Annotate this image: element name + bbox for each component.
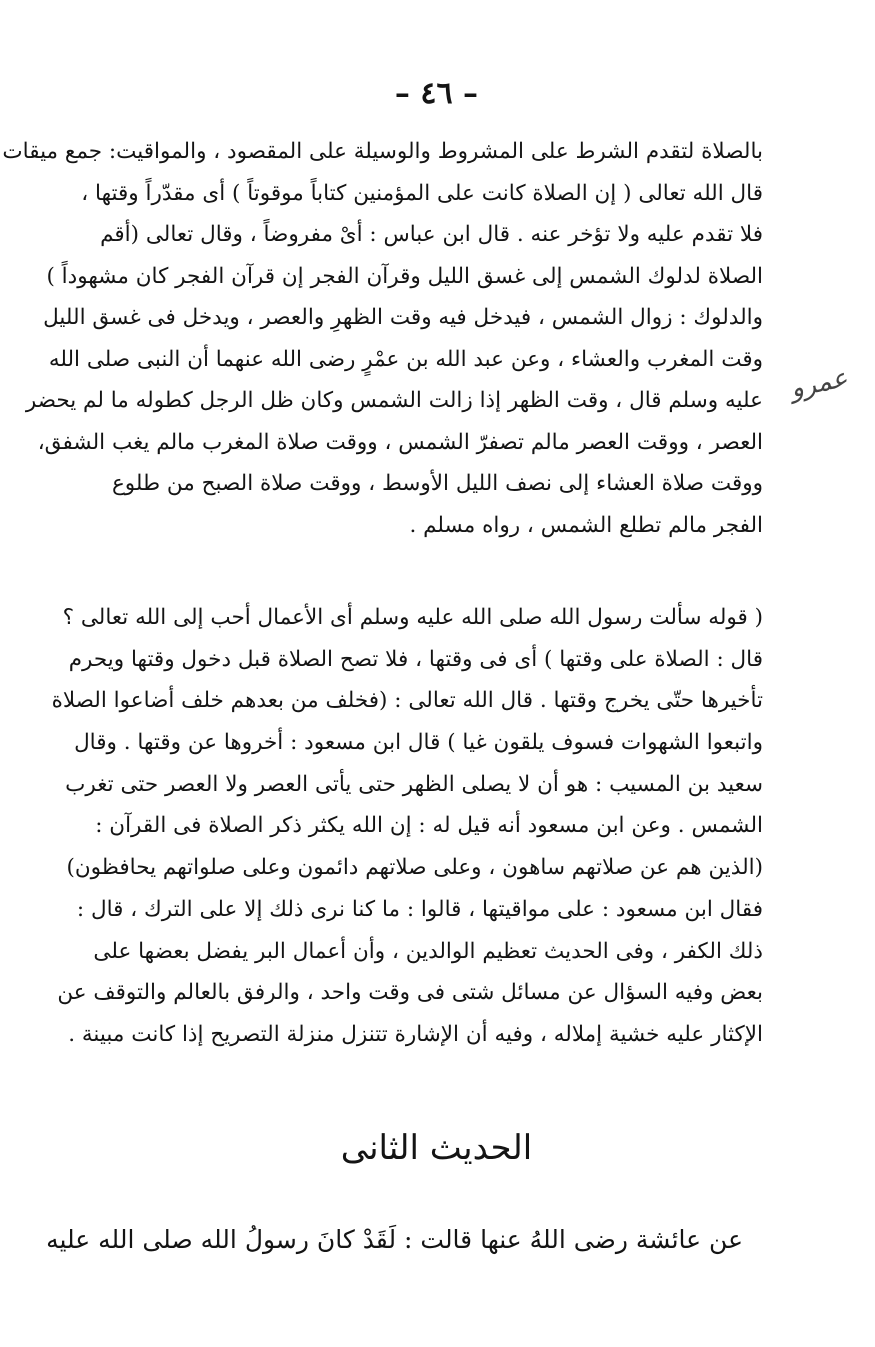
text-line: بالصلاة لتقدم الشرط على المشروط والوسيلة على المقصود ، والمواقيت: جمع ميقات bbox=[2, 139, 763, 164]
handwritten-margin-note: عمرو bbox=[787, 363, 851, 405]
paragraph-1 bbox=[2, 131, 763, 546]
text-line: واتبعوا الشهوات فسوف يلقون غيا ) قال ابن مسعود : أخروها عن وقتها . وقال bbox=[74, 730, 763, 756]
text-line: عليه وسلم قال ، وقت الظهر إذا زالت الشمس وكان ظل الرجل كطوله ما لم يحضر bbox=[25, 388, 763, 413]
text-line: فلا تقدم عليه ولا تؤخر عنه . قال ابن عباس : أىْ مفروضاً ، وقال تعالى (أقم bbox=[100, 222, 763, 247]
opening-line: عن عائشة رضى اللهُ عنها قالت : لَقَدْ كانَ رسولُ الله صلى الله عليه bbox=[46, 1225, 743, 1254]
text-line: تأخيرها حتّى يخرج وقتها . قال الله تعالى : (فخلف من بعدهم خلف أضاعوا الصلاة bbox=[51, 688, 763, 714]
paragraph-2 bbox=[51, 597, 763, 1056]
text-line: بعض وفيه السؤال عن مسائل شتى فى وقت واحد ، والرفق بالعالم والتوقف عن bbox=[57, 980, 763, 1006]
text-line: وقت المغرب والعشاء ، وعن عبد الله بن عمْرٍ رضى الله عنهما أن النبى صلى الله bbox=[48, 346, 763, 372]
text-line: (الذين هم عن صلاتهم ساهون ، وعلى صلاتهم دائمون وعلى صلواتهم يحافظون) bbox=[66, 855, 763, 881]
text-line: فقال ابن مسعود : على مواقيتها ، قالوا : ما كنا نرى ذلك إلا على الترك ، قال : bbox=[76, 896, 763, 922]
text-line: ووقت صلاة العشاء إلى نصف الليل الأوسط ، ووقت صلاة الصبح من طلوع bbox=[111, 471, 763, 496]
section-heading: الحديث الثانى bbox=[340, 1128, 533, 1168]
page-number: – ٤٦ – bbox=[394, 76, 479, 111]
text-line: ذلك الكفر ، وفى الحديث تعظيم الوالدين ، وأن أعمال البر يفضل بعضها على bbox=[93, 938, 763, 964]
text-line: العصر ، ووقت العصر مالم تصفرّ الشمس ، ووقت صلاة المغرب مالم يغب الشفق، bbox=[37, 429, 763, 455]
text-line: ( قوله سألت رسول الله صلى الله عليه وسلم أى الأعمال أحب إلى الله تعالى ؟ bbox=[62, 605, 763, 630]
text-line: والدلوك : زوال الشمس ، فيدخل فيه وقت الظهرِ والعصر ، ويدخل فى غسق الليل bbox=[43, 305, 763, 330]
text-line: سعيد بن المسيب : هو أن لا يصلى الظهر حتى يأتى العصر ولا العصر حتى تغرب bbox=[65, 771, 763, 797]
text-line: قال الله تعالى ( إن الصلاة كانت على المؤمنين كتاباً موقوتاً ) أى مقدّراً وقتها ، bbox=[81, 180, 763, 206]
text-line: قال : الصلاة على وقتها ) أى فى وقتها ، فلا تصح الصلاة قبل دخول وقتها ويحرم bbox=[68, 646, 763, 672]
text-line: الشمس . وعن ابن مسعود أنه قيل له : إن الله يكثر ذكر الصلاة فى القرآن : bbox=[95, 813, 763, 839]
text-line: الإكثار عليه خشية إملاله ، وفيه أن الإشارة تتنزل منزلة التصريح إذا كانت مبينة . bbox=[68, 1021, 763, 1047]
text-line: الصلاة لدلوك الشمس إلى غسق الليل وقرآن الفجر إن قرآن الفجر كان مشهوداً ) bbox=[46, 263, 763, 289]
text-line: الفجر مالم تطلع الشمس ، رواه مسلم . bbox=[409, 512, 763, 538]
